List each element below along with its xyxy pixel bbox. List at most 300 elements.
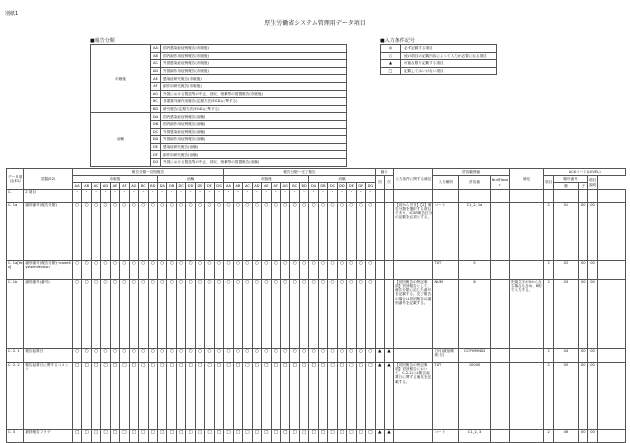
report-class-code: DA bbox=[151, 113, 161, 121]
input-type: コード bbox=[433, 430, 458, 443]
notes: 先頭文字が0からなる場合も含め、8桁で入力する。 bbox=[509, 280, 544, 349]
legend-symbol: ◎ bbox=[381, 45, 401, 53]
legend-desc: 他の項目の記載内容によって入力が必要になる項目 bbox=[401, 52, 497, 60]
initial-mark: ○ bbox=[157, 349, 166, 363]
final-mark: ○ bbox=[224, 349, 233, 363]
legend-symbol: ○ bbox=[381, 52, 401, 60]
header-code: AF bbox=[120, 183, 129, 190]
seq-b: 00 bbox=[588, 280, 597, 349]
allowed-value: C1_2, 1a bbox=[458, 203, 490, 261]
item-name: 報告起算日 bbox=[24, 349, 73, 363]
field-desc bbox=[597, 190, 625, 203]
initial-mark: - bbox=[186, 190, 195, 203]
initial-mark: □ bbox=[139, 430, 148, 443]
legend-row bbox=[381, 45, 497, 53]
initial-mark: ○ bbox=[176, 280, 185, 349]
report-class-desc: 研究報告(定期方法(EGD)に準ずる) bbox=[161, 105, 347, 113]
final-mark: ○ bbox=[356, 261, 365, 280]
header-code: DB bbox=[167, 183, 176, 190]
final-mark: ○ bbox=[318, 203, 327, 261]
final-mark: ○ bbox=[233, 203, 242, 261]
final-mark: ○ bbox=[290, 203, 299, 261]
repeat-cont: ▲ bbox=[384, 349, 393, 363]
seq-b: 00 bbox=[588, 363, 597, 430]
notes bbox=[509, 349, 544, 363]
seq-a bbox=[579, 190, 588, 203]
repeat-cont bbox=[384, 190, 393, 203]
initial-mark: ○ bbox=[82, 261, 91, 280]
allowed-value: C1_2, 3 bbox=[458, 430, 490, 443]
final-mark: ○ bbox=[366, 261, 376, 280]
final-mark: ○ bbox=[290, 261, 299, 280]
header-code: AE bbox=[110, 183, 119, 190]
field-desc bbox=[597, 363, 625, 430]
report-class-code: AB bbox=[151, 52, 161, 60]
final-mark: ○ bbox=[337, 349, 346, 363]
item-number: C. 2. 2 bbox=[7, 363, 24, 430]
final-mark: ○ bbox=[356, 349, 365, 363]
report-class-desc: 国内感染症症例報告(治験) bbox=[161, 113, 347, 121]
final-mark: ○ bbox=[280, 349, 289, 363]
final-mark: □ bbox=[271, 363, 280, 430]
initial-mark: ○ bbox=[101, 349, 110, 363]
initial-mark: ○ bbox=[195, 349, 204, 363]
header-seq: 順序番号 bbox=[553, 176, 588, 183]
final-mark: ○ bbox=[347, 203, 356, 261]
ack-code bbox=[553, 190, 578, 203]
initial-mark: □ bbox=[72, 430, 81, 443]
report-class-desc: 外国における製造等の中止、回収、廃棄等の措置報告(治験) bbox=[161, 158, 347, 166]
ack-item: 2 bbox=[544, 203, 553, 261]
initial-mark: □ bbox=[82, 363, 91, 430]
report-class-desc: 感染症研究報告(市販後) bbox=[161, 75, 347, 83]
header-market: 市販後 bbox=[72, 176, 157, 183]
null-flavor bbox=[491, 280, 510, 349]
initial-mark: ○ bbox=[129, 349, 138, 363]
final-mark: □ bbox=[262, 430, 271, 443]
final-mark: ○ bbox=[309, 203, 318, 261]
header-code: BC bbox=[290, 183, 299, 190]
final-mark: ○ bbox=[318, 349, 327, 363]
final-mark: ○ bbox=[347, 261, 356, 280]
ack-code: 03 bbox=[553, 280, 578, 349]
header-code: DA bbox=[309, 183, 318, 190]
initial-mark: ○ bbox=[91, 349, 100, 363]
initial-mark: ○ bbox=[129, 280, 138, 349]
ack-code: 04 bbox=[553, 349, 578, 363]
header-code: DF bbox=[356, 183, 365, 190]
initial-mark: □ bbox=[167, 430, 176, 443]
final-mark: ○ bbox=[280, 203, 289, 261]
report-class-code: DD bbox=[151, 136, 161, 144]
input-condition-legend bbox=[380, 44, 497, 75]
initial-mark: ○ bbox=[82, 280, 91, 349]
final-mark: ○ bbox=[243, 280, 252, 349]
null-flavor bbox=[491, 430, 510, 443]
allowed-value: CCYYMMDD bbox=[458, 349, 490, 363]
initial-mark: ○ bbox=[186, 203, 195, 261]
report-class-code: DC bbox=[151, 128, 161, 136]
initial-mark: - bbox=[195, 190, 204, 203]
header-code: BD bbox=[148, 183, 157, 190]
repeat-cont bbox=[384, 280, 393, 349]
header-code: AA bbox=[224, 183, 233, 190]
report-class-code: BD bbox=[151, 105, 161, 113]
header-code: DE bbox=[195, 183, 204, 190]
header-code: DC bbox=[176, 183, 185, 190]
initial-mark: ○ bbox=[148, 280, 157, 349]
report-class-desc: 感染症研究報告(治験) bbox=[161, 143, 347, 151]
input-type: NUM bbox=[433, 280, 458, 349]
report-class-code: AF bbox=[151, 82, 161, 90]
final-mark: ○ bbox=[233, 261, 242, 280]
final-mark: - bbox=[299, 190, 308, 203]
header-code: DG bbox=[216, 183, 222, 188]
initial-mark: ○ bbox=[148, 349, 157, 363]
condition-note: 【初回報告の特記事項】初回報告として、報告分類に応じた番号を記載する。完了報告の場合は初回報告の識別番号を記載する。 bbox=[394, 280, 433, 349]
final-mark: - bbox=[337, 190, 346, 203]
final-mark: - bbox=[309, 190, 318, 203]
final-mark: ○ bbox=[224, 280, 233, 349]
final-mark: □ bbox=[318, 430, 327, 443]
seq-a: 00 bbox=[579, 261, 588, 280]
initial-mark: □ bbox=[176, 363, 185, 430]
initial-mark: □ bbox=[72, 363, 81, 430]
allowed-value bbox=[458, 190, 490, 203]
initial-mark: □ bbox=[129, 430, 138, 443]
header-allowed: 許容値 bbox=[458, 176, 490, 190]
ack-item: 2 bbox=[544, 430, 553, 443]
report-class-desc: 外国感染症症例報告(治験) bbox=[161, 128, 347, 136]
initial-mark: ○ bbox=[129, 203, 138, 261]
initial-mark: □ bbox=[186, 430, 195, 443]
item-name: 2 項目 bbox=[24, 190, 73, 203]
input-type: TXT bbox=[433, 363, 458, 430]
initial-mark: □ bbox=[186, 363, 195, 430]
initial-mark: □ bbox=[148, 363, 157, 430]
final-mark: □ bbox=[290, 430, 299, 443]
allowed-value: 8 bbox=[458, 280, 490, 349]
initial-mark: - bbox=[101, 190, 110, 203]
initial-mark: ○ bbox=[72, 349, 81, 363]
field-desc bbox=[597, 261, 625, 280]
header-seq-b: 子 bbox=[579, 183, 588, 190]
initial-mark: ○ bbox=[214, 280, 224, 349]
initial-mark: ○ bbox=[120, 261, 129, 280]
table-row bbox=[7, 363, 626, 430]
report-class-code: AA bbox=[151, 45, 161, 53]
item-name: 報告起算日に関するコメント bbox=[24, 363, 73, 430]
ack-code: 01 bbox=[553, 203, 578, 261]
final-mark: □ bbox=[280, 430, 289, 443]
report-class-desc: 外国副作用症例報告(市販後) bbox=[161, 67, 347, 75]
ack-code: 05 bbox=[553, 363, 578, 430]
ack-item bbox=[544, 190, 553, 203]
header-row bbox=[7, 169, 626, 176]
repeat-cont: ▲ bbox=[384, 363, 393, 430]
initial-mark: □ bbox=[91, 430, 100, 443]
report-class-code: AD bbox=[151, 67, 161, 75]
initial-mark: - bbox=[110, 190, 119, 203]
final-mark: ○ bbox=[243, 203, 252, 261]
initial-mark: □ bbox=[205, 363, 214, 430]
report-class-desc: 国内副作用症例報告(治験) bbox=[161, 120, 347, 128]
condition-note bbox=[394, 349, 433, 363]
initial-mark: ○ bbox=[72, 203, 81, 261]
report-class-code: AE bbox=[151, 75, 161, 83]
repeat-first bbox=[375, 280, 384, 349]
report-group-label: 市販後 bbox=[91, 45, 151, 113]
initial-mark: □ bbox=[195, 363, 204, 430]
initial-mark: ○ bbox=[139, 349, 148, 363]
initial-mark: ○ bbox=[167, 261, 176, 280]
final-mark: ○ bbox=[224, 203, 233, 261]
header-code: DD bbox=[187, 183, 194, 188]
initial-mark: ○ bbox=[129, 261, 138, 280]
final-mark: ○ bbox=[280, 280, 289, 349]
final-mark: ○ bbox=[271, 261, 280, 280]
final-mark: ○ bbox=[233, 349, 242, 363]
final-mark: - bbox=[262, 190, 271, 203]
header-code: AF bbox=[271, 183, 280, 190]
report-class-desc: 国内感染症症例報告(市販後) bbox=[161, 45, 347, 53]
seq-a: 00 bbox=[579, 203, 588, 261]
header-trial: 治験 bbox=[157, 176, 223, 183]
final-mark: - bbox=[290, 190, 299, 203]
final-mark: ○ bbox=[347, 280, 356, 349]
initial-mark: □ bbox=[148, 430, 157, 443]
legend-row bbox=[381, 60, 497, 68]
report-group-label: 治験 bbox=[91, 113, 151, 166]
header-item-name: 武器(E2) bbox=[24, 169, 73, 190]
initial-mark: □ bbox=[120, 363, 129, 430]
header-code: DA bbox=[157, 183, 166, 190]
initial-mark: ○ bbox=[139, 203, 148, 261]
null-flavor bbox=[491, 203, 510, 261]
initial-mark: ○ bbox=[110, 203, 119, 261]
initial-mark: ○ bbox=[120, 203, 129, 261]
header-condition-note: 入力条件に関する補足 bbox=[394, 169, 433, 190]
initial-mark: ○ bbox=[110, 261, 119, 280]
initial-mark: □ bbox=[214, 363, 224, 430]
final-mark: ○ bbox=[262, 280, 271, 349]
initial-mark: □ bbox=[110, 430, 119, 443]
final-mark: □ bbox=[224, 363, 233, 430]
final-mark: □ bbox=[224, 430, 233, 443]
final-mark: □ bbox=[366, 430, 376, 443]
header-code: AB bbox=[233, 183, 242, 190]
header-code: BC bbox=[139, 183, 148, 190]
header-initial-report: 報告分類ー初回報告 bbox=[72, 169, 223, 176]
repeat-first: ▲ bbox=[375, 349, 384, 363]
report-class-code: AC bbox=[151, 60, 161, 68]
header-nullflavor: NullFlavor bbox=[491, 176, 510, 190]
header-notes: 補足 bbox=[509, 169, 544, 190]
header-code: AE bbox=[262, 183, 271, 190]
legend-row bbox=[381, 52, 497, 60]
null-flavor bbox=[491, 363, 510, 430]
report-class-row bbox=[91, 45, 347, 53]
final-mark: ○ bbox=[356, 280, 365, 349]
final-mark: ○ bbox=[252, 349, 261, 363]
initial-mark: - bbox=[129, 190, 138, 203]
final-mark: □ bbox=[337, 430, 346, 443]
report-classification-heading: ■報告分類 bbox=[90, 38, 115, 44]
seq-b: 00 bbox=[588, 349, 597, 363]
initial-mark: - bbox=[72, 190, 81, 203]
final-mark: □ bbox=[347, 430, 356, 443]
seq-b bbox=[588, 190, 597, 203]
final-mark: □ bbox=[366, 363, 376, 430]
repeat-cont bbox=[384, 203, 393, 261]
item-name: 最終報告フラグ bbox=[24, 430, 73, 443]
final-mark: □ bbox=[356, 430, 365, 443]
initial-mark: - bbox=[91, 190, 100, 203]
item-number: C. 1a bbox=[7, 203, 24, 261]
final-mark: ○ bbox=[224, 261, 233, 280]
notes bbox=[509, 430, 544, 443]
final-mark: □ bbox=[290, 363, 299, 430]
header-code: DE bbox=[347, 183, 356, 190]
initial-mark: □ bbox=[91, 363, 100, 430]
initial-mark: ○ bbox=[91, 280, 100, 349]
final-mark: ○ bbox=[290, 280, 299, 349]
initial-mark: □ bbox=[120, 430, 129, 443]
initial-mark: ○ bbox=[176, 261, 185, 280]
final-mark: ○ bbox=[328, 349, 337, 363]
condition-note: 【初回報告の特記事項】初回報告において、C.2.2には報告起算日に関する補足を記載する。 bbox=[394, 363, 433, 430]
input-condition-heading: ■入力条件記号 bbox=[380, 38, 415, 44]
header-code: AD bbox=[101, 183, 110, 190]
final-mark: ○ bbox=[318, 261, 327, 280]
seq-b: 00 bbox=[588, 203, 597, 261]
final-mark: ○ bbox=[309, 280, 318, 349]
final-mark: ○ bbox=[252, 261, 261, 280]
initial-mark: □ bbox=[205, 430, 214, 443]
report-class-code: DE bbox=[151, 143, 161, 151]
final-mark: - bbox=[233, 190, 242, 203]
legend-desc: 可能な限り記載する項目 bbox=[401, 60, 497, 68]
report-class-code: DF bbox=[151, 151, 161, 159]
initial-mark: ○ bbox=[91, 261, 100, 280]
initial-mark: ○ bbox=[205, 261, 214, 280]
header-code: BD bbox=[299, 183, 308, 190]
item-name: 識別番号(番号) bbox=[24, 280, 73, 349]
final-mark: ○ bbox=[280, 261, 289, 280]
final-mark: ○ bbox=[243, 349, 252, 363]
condition-note bbox=[394, 261, 433, 280]
initial-mark: ○ bbox=[101, 203, 110, 261]
input-type bbox=[433, 190, 458, 203]
report-class-desc: 非重篤外副作用報告(定期方法(EGD)に準ずる) bbox=[161, 98, 347, 106]
final-mark: ○ bbox=[252, 280, 261, 349]
header-spec: 許容範囲値 bbox=[433, 169, 509, 176]
item-number: C. 2. 1 bbox=[7, 349, 24, 363]
initial-mark: □ bbox=[195, 430, 204, 443]
initial-mark: □ bbox=[110, 363, 119, 430]
header-final-report: 報告分類ー完了報告 bbox=[224, 169, 375, 176]
initial-mark: ○ bbox=[167, 203, 176, 261]
initial-mark: ○ bbox=[157, 280, 166, 349]
field-desc bbox=[597, 203, 625, 261]
header-ack: ACKコード(LEVEL) bbox=[544, 169, 626, 176]
final-mark: □ bbox=[356, 363, 365, 430]
legend-symbol: □ bbox=[381, 67, 401, 75]
initial-mark: ○ bbox=[157, 203, 166, 261]
final-mark: □ bbox=[233, 363, 242, 430]
legend-desc: 記載してはいけない項目 bbox=[401, 67, 497, 75]
report-class-row bbox=[91, 113, 347, 121]
final-mark: - bbox=[271, 190, 280, 203]
repeat-first bbox=[375, 261, 384, 280]
item-name: 識別番号(報告分類) bbox=[24, 203, 73, 261]
initial-mark: ○ bbox=[176, 349, 185, 363]
table-row bbox=[7, 203, 626, 261]
initial-mark: □ bbox=[82, 430, 91, 443]
final-mark: ○ bbox=[318, 280, 327, 349]
final-mark: ○ bbox=[337, 203, 346, 261]
header-trial: 治験 bbox=[309, 176, 375, 183]
final-mark: - bbox=[224, 190, 233, 203]
table-row bbox=[7, 280, 626, 349]
final-mark: ○ bbox=[347, 349, 356, 363]
initial-mark: ○ bbox=[214, 203, 224, 261]
header-code: DD bbox=[339, 183, 345, 188]
report-class-code: DB bbox=[151, 120, 161, 128]
initial-mark: - bbox=[214, 190, 224, 203]
initial-mark: ○ bbox=[110, 349, 119, 363]
final-mark: ○ bbox=[328, 203, 337, 261]
final-mark: ○ bbox=[271, 280, 280, 349]
condition-note bbox=[394, 430, 433, 443]
final-mark: ○ bbox=[328, 261, 337, 280]
seq-a: 00 bbox=[579, 430, 588, 443]
report-class-code: AG bbox=[151, 90, 161, 98]
final-mark: ○ bbox=[252, 203, 261, 261]
final-mark: □ bbox=[337, 363, 346, 430]
initial-mark: ○ bbox=[167, 280, 176, 349]
header-input-type: 入力種別 bbox=[433, 176, 458, 190]
initial-mark: ○ bbox=[120, 280, 129, 349]
table-row bbox=[7, 430, 626, 443]
header-code: AC bbox=[91, 183, 100, 190]
header-code: DC bbox=[328, 183, 337, 190]
allowed-value: 10000 bbox=[458, 363, 490, 430]
item-name: 識別番号(報告分類)→codeSystemVersion bbox=[24, 261, 73, 280]
initial-mark: ○ bbox=[195, 280, 204, 349]
report-class-code: DG bbox=[151, 158, 161, 166]
ack-item: 2 bbox=[544, 261, 553, 280]
final-mark: □ bbox=[328, 363, 337, 430]
header-code: AG bbox=[129, 183, 138, 190]
final-mark: □ bbox=[309, 430, 318, 443]
final-mark: ○ bbox=[337, 280, 346, 349]
seq-b: 00 bbox=[588, 261, 597, 280]
initial-mark: □ bbox=[129, 363, 138, 430]
repeat-cont bbox=[384, 261, 393, 280]
report-class-desc: 外国における製造等の中止、回収、廃棄等の措置報告(市販後) bbox=[161, 90, 347, 98]
initial-mark: - bbox=[148, 190, 157, 203]
final-mark: ○ bbox=[299, 280, 308, 349]
notes bbox=[509, 190, 544, 203]
report-classification-table bbox=[90, 44, 347, 167]
final-mark: □ bbox=[309, 363, 318, 430]
ack-code: 02 bbox=[553, 261, 578, 280]
input-type: TXT bbox=[433, 261, 458, 280]
ack-item: 2 bbox=[544, 363, 553, 430]
field-desc bbox=[597, 349, 625, 363]
ack-item: 2 bbox=[544, 349, 553, 363]
